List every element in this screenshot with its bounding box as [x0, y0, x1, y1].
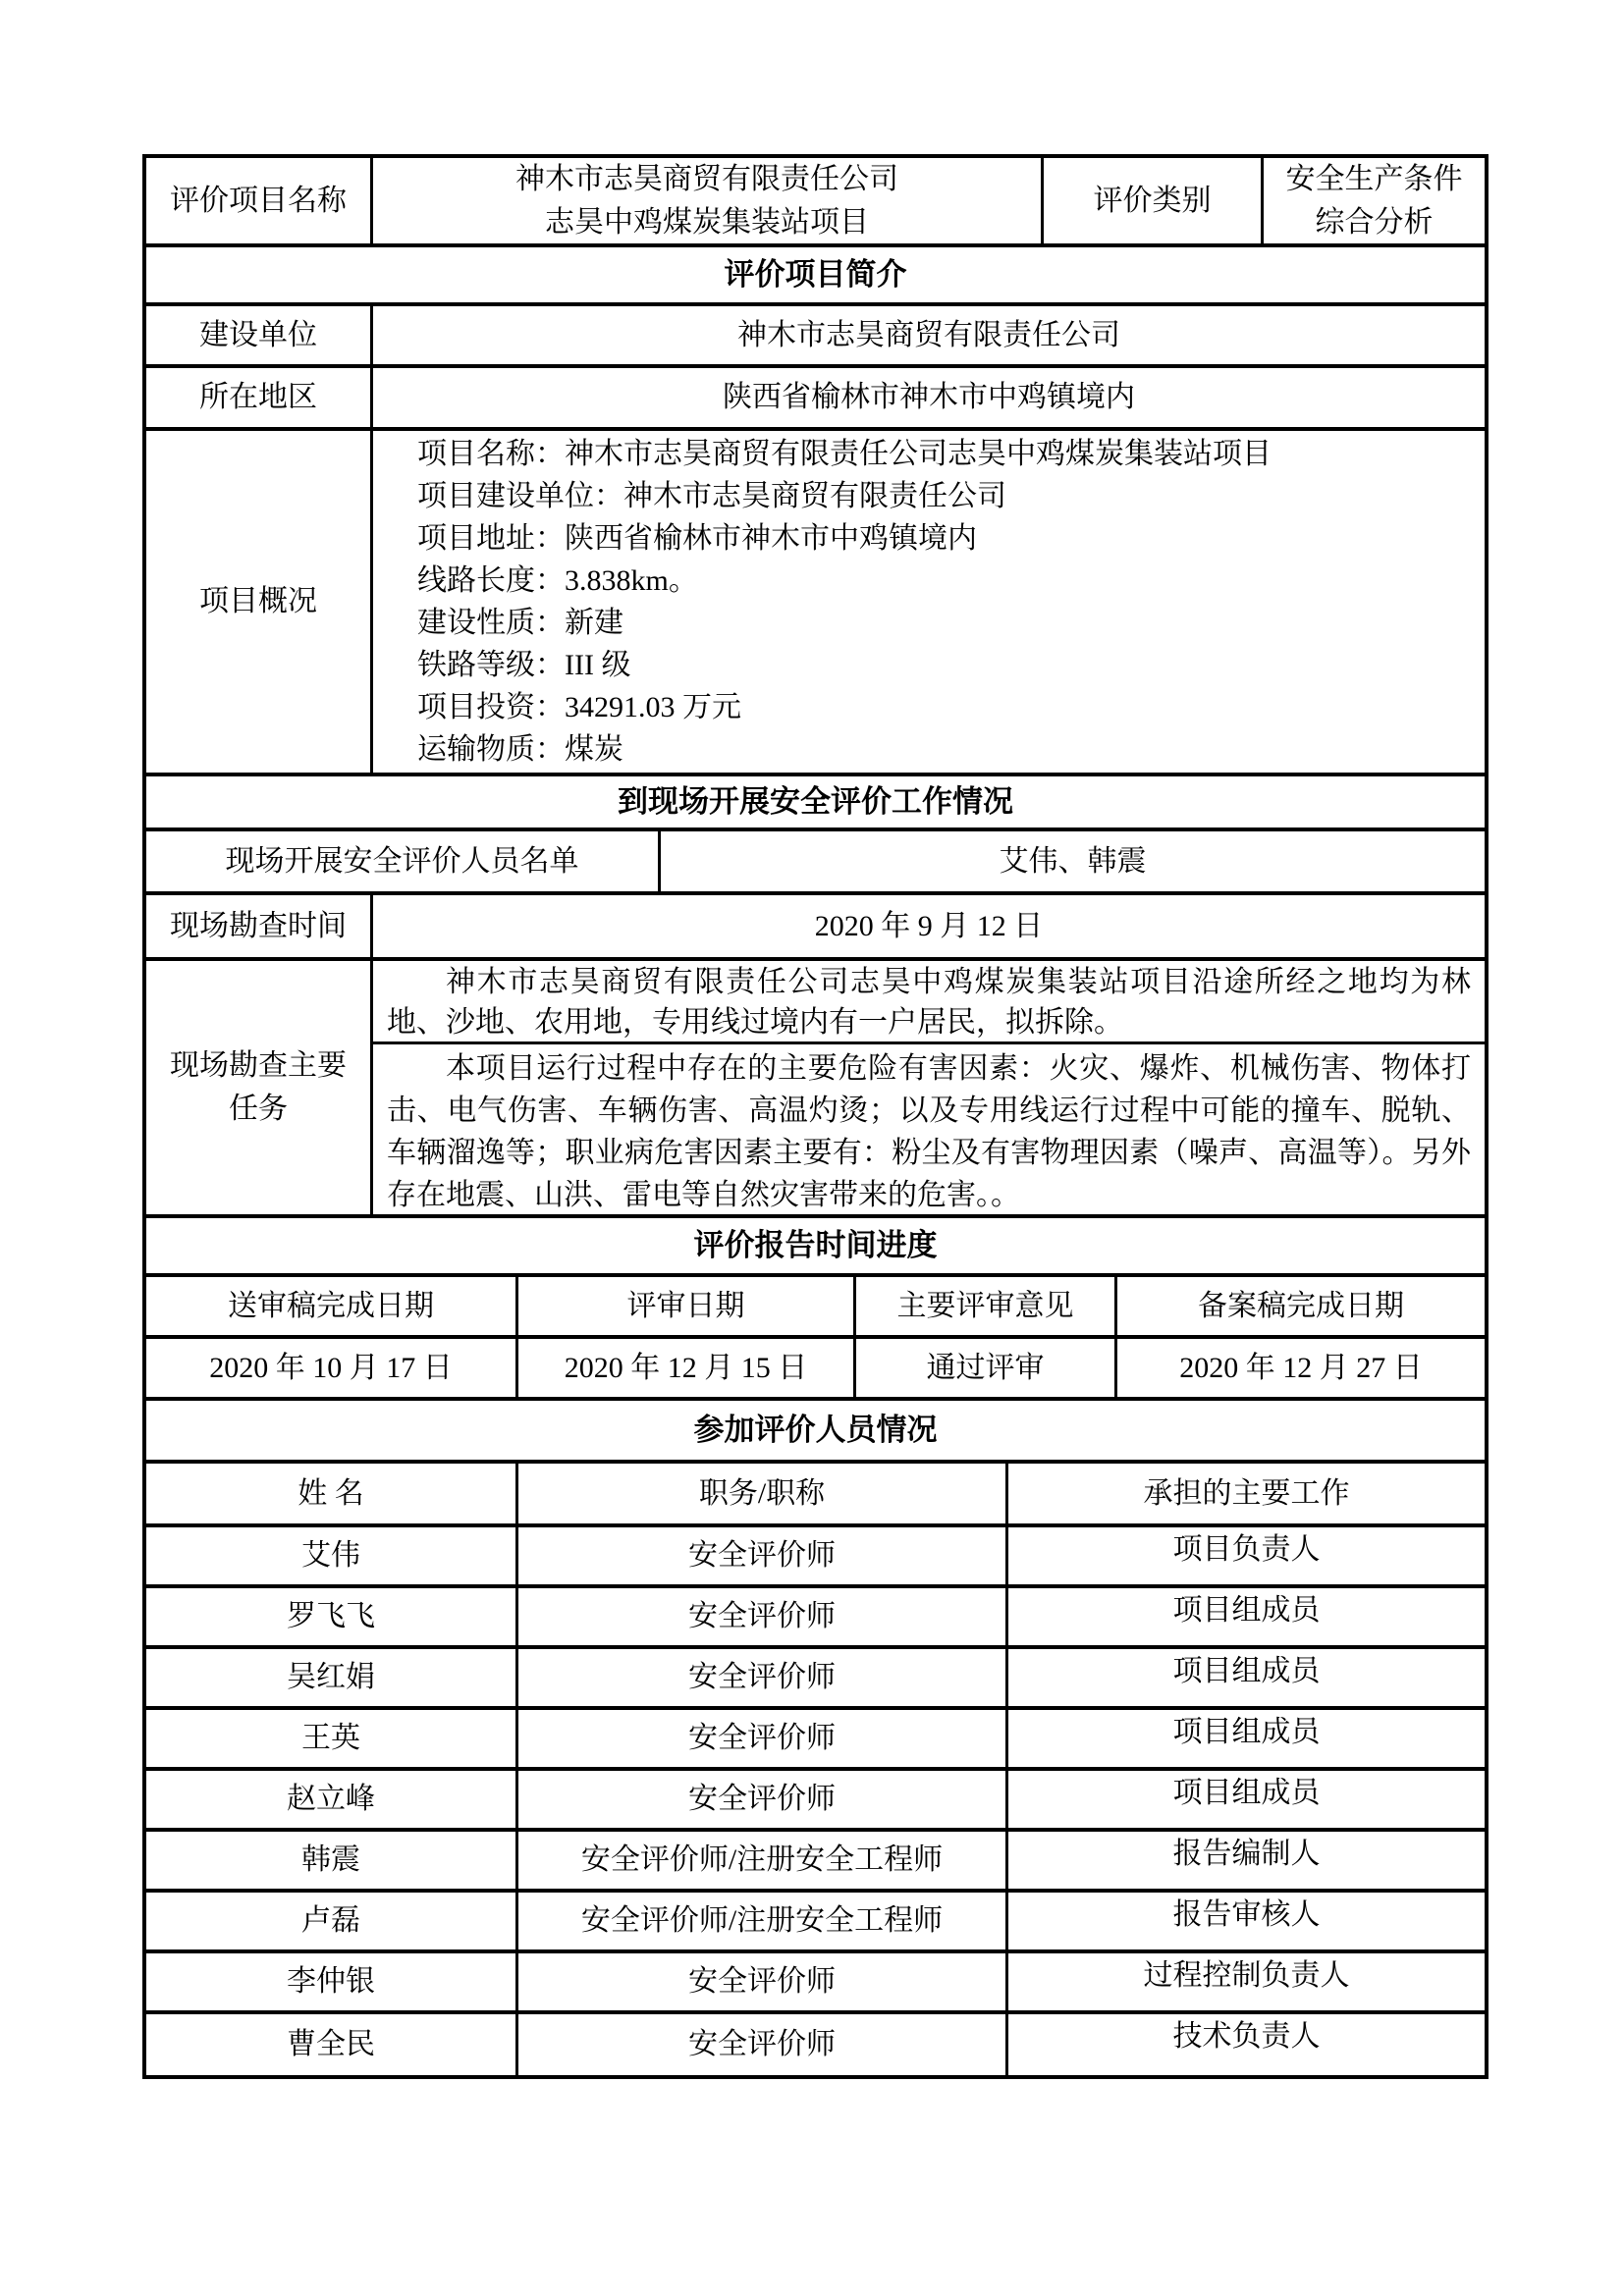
- project-overview-content: [370, 431, 1485, 773]
- person-name: 吴红娟: [287, 1661, 375, 1693]
- overview-line: 铁路等级：III 级: [417, 649, 631, 681]
- overview-line: 项目投资：34291.03 万元: [417, 691, 741, 723]
- survey-task-paragraph2-cell: [373, 1044, 1485, 1216]
- survey-task-label: [146, 961, 370, 1214]
- schedule-col-header: 评审日期: [515, 1277, 853, 1335]
- category-line2: 综合分析: [1315, 205, 1434, 239]
- personnel-col-header-name: 姓 名: [298, 1476, 364, 1510]
- onsite-staff-label: 现场开展安全评价人员名单: [225, 844, 579, 878]
- schedule-value: 2020 年 10 月 17 日: [209, 1351, 453, 1384]
- person-title: 安全评价师: [515, 2014, 1005, 2075]
- section-schedule-title: 评价报告时间进度: [693, 1228, 938, 1262]
- survey-task-paragraph1: 神木市志昊商贸有限责任公司志昊中鸡煤炭集装站项目沿途所经之地均为林地、沙地、农用地，专用线过境内有一户居民，拟拆除。: [387, 966, 1471, 1039]
- person-name: 韩震: [301, 1843, 360, 1876]
- person-work: 项目组成员: [1005, 1649, 1485, 1706]
- person-title: 安全评价师: [515, 1710, 1005, 1767]
- survey-task-label-line1: 现场勘查主要: [170, 1049, 347, 1082]
- construction-unit-row: [146, 306, 1485, 368]
- schedule-header-row: [146, 1277, 1485, 1339]
- personnel-row: [146, 1710, 1485, 1771]
- personnel-row: [146, 1953, 1485, 2014]
- location-value: 陕西省榆林市神木市中鸡镇境内: [370, 368, 1485, 427]
- survey-task-row: [146, 961, 1485, 1218]
- personnel-header-row: [146, 1464, 1485, 1527]
- personnel-col-header-work: 承担的主要工作: [1005, 1464, 1485, 1523]
- section-schedule-header-row: [146, 1218, 1485, 1277]
- overview-line: 运输物质：煤炭: [417, 733, 623, 766]
- project-title-row: [146, 158, 1485, 247]
- schedule-value: 2020 年 12 月 15 日: [515, 1339, 853, 1397]
- person-work: 项目组成员: [1005, 1588, 1485, 1645]
- person-work: 过程控制负责人: [1005, 1953, 1485, 2010]
- person-title: 安全评价师: [515, 1771, 1005, 1828]
- personnel-row: [146, 1527, 1485, 1588]
- category-label: 评价类别: [1041, 158, 1261, 243]
- schedule-value-row: [146, 1339, 1485, 1401]
- section-intro-title: 评价项目简介: [724, 257, 907, 292]
- survey-task-content: [370, 961, 1485, 1214]
- section-personnel-header-row: [146, 1401, 1485, 1464]
- person-work: 报告审核人: [1005, 1893, 1485, 1949]
- section-onsite-header-row: [146, 776, 1485, 831]
- survey-time-value: 2020 年 9 月 12 日: [370, 895, 1485, 957]
- schedule-col-header: 主要评审意见: [853, 1277, 1114, 1335]
- person-name: 艾伟: [301, 1539, 360, 1572]
- project-overview-row: [146, 431, 1485, 776]
- section-intro-header-row: [146, 247, 1485, 306]
- onsite-staff-value: 艾伟、韩震: [658, 831, 1485, 891]
- survey-task-paragraph2: 本项目运行过程中存在的主要危险有害因素：火灾、爆炸、机械伤害、物体打击、电气伤害、车辆伤害、高温灼烫；以及专用线运行过程中可能的撞车、脱轨、车辆溜逸等；职业病危害因素主要有：粉尘及有害物理因素（噪声、高温等）。另外存在地震、山洪、雷电等自然灾害带来的危害。。: [387, 1052, 1471, 1211]
- overview-line: 项目建设单位：神木市志昊商贸有限责任公司: [417, 480, 1006, 512]
- overview-line: 建设性质：新建: [417, 607, 623, 639]
- personnel-row: [146, 1771, 1485, 1832]
- category-line1: 安全生产条件: [1285, 162, 1463, 195]
- person-title: 安全评价师/注册安全工程师: [515, 1893, 1005, 1949]
- person-name: 王英: [301, 1722, 360, 1754]
- person-work: 项目负责人: [1005, 1527, 1485, 1584]
- person-name: 卢磊: [301, 1904, 360, 1937]
- schedule-col-header: 备案稿完成日期: [1114, 1277, 1485, 1335]
- project-name-value: [370, 158, 1041, 243]
- person-work: 项目组成员: [1005, 1771, 1485, 1828]
- survey-task-label-line2: 任务: [229, 1093, 288, 1125]
- survey-time-row: [146, 895, 1485, 961]
- location-row: [146, 368, 1485, 431]
- person-title: 安全评价师: [515, 1649, 1005, 1706]
- person-work: 报告编制人: [1005, 1832, 1485, 1889]
- personnel-row: [146, 2014, 1485, 2075]
- personnel-row: [146, 1649, 1485, 1710]
- construction-unit-label: 建设单位: [199, 318, 317, 351]
- person-name: 罗飞飞: [287, 1600, 375, 1632]
- schedule-value: 通过评审: [853, 1339, 1114, 1397]
- person-title: 安全评价师: [515, 1527, 1005, 1584]
- project-name-line2: 志昊中鸡煤炭集装站项目: [545, 205, 869, 239]
- overview-line: 项目名称：神木市志昊商贸有限责任公司志昊中鸡煤炭集装站项目: [417, 438, 1272, 470]
- location-label: 所在地区: [199, 381, 317, 413]
- onsite-staff-row: [146, 831, 1485, 895]
- project-name-line1: 神木市志昊商贸有限责任公司: [515, 162, 898, 195]
- person-work: 技术负责人: [1005, 2014, 1485, 2075]
- project-overview-label: 项目概况: [199, 585, 317, 617]
- personnel-col-header-title: 职务/职称: [515, 1464, 1005, 1523]
- project-name-label: 评价项目名称: [170, 184, 347, 217]
- person-title: 安全评价师: [515, 1953, 1005, 2010]
- survey-time-label: 现场勘查时间: [170, 909, 347, 942]
- survey-task-paragraph1-cell: [373, 961, 1485, 1044]
- personnel-row: [146, 1893, 1485, 1953]
- overview-line: 线路长度：3.838km。: [417, 564, 698, 597]
- safety-evaluation-table: [142, 154, 1489, 2079]
- construction-unit-value: 神木市志昊商贸有限责任公司: [370, 306, 1485, 364]
- schedule-value: 2020 年 12 月 27 日: [1114, 1339, 1485, 1397]
- category-value: [1261, 158, 1485, 243]
- overview-line: 项目地址：陕西省榆林市神木市中鸡镇境内: [417, 522, 977, 555]
- person-name: 赵立峰: [287, 1783, 375, 1815]
- personnel-row: [146, 1588, 1485, 1649]
- person-title: 安全评价师: [515, 1588, 1005, 1645]
- person-name: 曹全民: [287, 2028, 375, 2060]
- person-work: 项目组成员: [1005, 1710, 1485, 1767]
- schedule-col-header: 送审稿完成日期: [228, 1289, 434, 1322]
- section-onsite-title: 到现场开展安全评价工作情况: [618, 784, 1013, 819]
- person-name: 李仲银: [287, 1965, 375, 1998]
- section-personnel-title: 参加评价人员情况: [693, 1413, 938, 1447]
- personnel-row: [146, 1832, 1485, 1893]
- person-title: 安全评价师/注册安全工程师: [515, 1832, 1005, 1889]
